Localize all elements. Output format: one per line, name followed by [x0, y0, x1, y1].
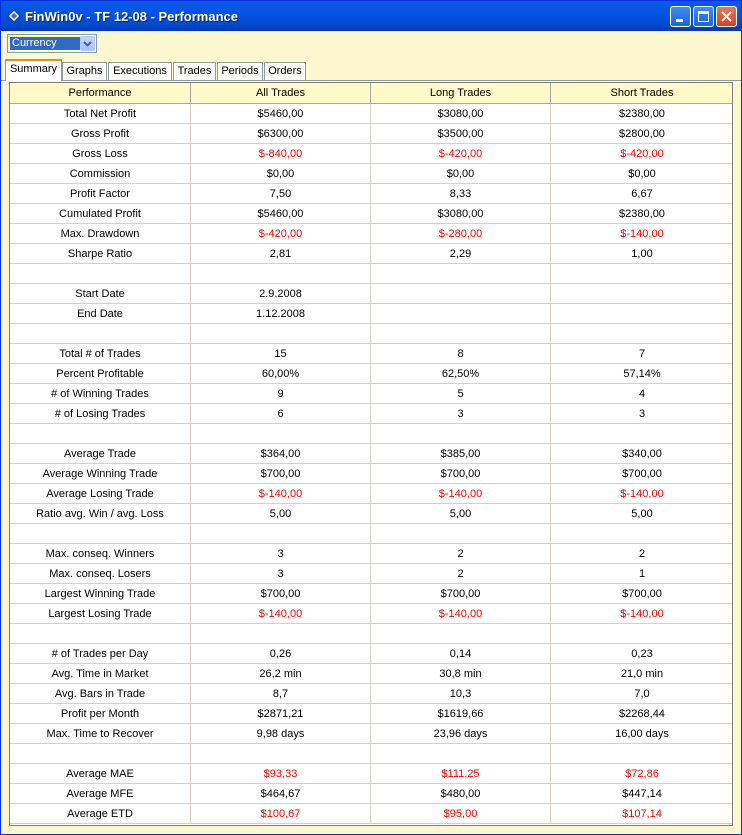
metric-label: # of Losing Trades	[10, 404, 191, 424]
title-bar[interactable]	[1, 1, 741, 31]
long-trades-value: 3	[371, 404, 551, 424]
all-trades-value: $5460,00	[191, 104, 371, 124]
all-trades-value	[191, 744, 371, 764]
table-row[interactable]	[10, 764, 734, 784]
short-trades-value: 1,00	[551, 244, 734, 264]
table-row[interactable]	[10, 464, 734, 484]
metric-label: Ratio avg. Win / avg. Loss	[10, 504, 191, 524]
short-trades-value: 16,00 days	[551, 724, 734, 744]
table-row[interactable]	[10, 644, 734, 664]
long-trades-value	[371, 324, 551, 344]
all-trades-value: $-840,00	[191, 144, 371, 164]
tab-orders[interactable]: Orders	[264, 62, 306, 80]
all-trades-value: 15	[191, 344, 371, 364]
all-trades-value: 9	[191, 384, 371, 404]
all-trades-value: 60,00%	[191, 364, 371, 384]
long-trades-value: 5	[371, 384, 551, 404]
column-header-all-trades[interactable]: All Trades	[191, 83, 371, 104]
long-trades-value: $0,00	[371, 164, 551, 184]
window-title: FinWin0v - TF 12-08 - Performance	[25, 9, 238, 24]
all-trades-value: $0,00	[191, 164, 371, 184]
short-trades-value	[551, 524, 734, 544]
all-trades-value	[191, 624, 371, 644]
long-trades-value	[371, 264, 551, 284]
chevron-down-icon	[81, 37, 94, 50]
tab-executions[interactable]: Executions	[108, 62, 172, 80]
table-row[interactable]	[10, 324, 734, 344]
long-trades-value: 8	[371, 344, 551, 364]
metric-label: Start Date	[10, 284, 191, 304]
long-trades-value: $3500,00	[371, 124, 551, 144]
column-header-long-trades[interactable]: Long Trades	[371, 83, 551, 104]
table-row[interactable]	[10, 684, 734, 704]
short-trades-value	[551, 264, 734, 284]
all-trades-value: 26,2 min	[191, 664, 371, 684]
long-trades-value: $700,00	[371, 584, 551, 604]
short-trades-value: 3	[551, 404, 734, 424]
short-trades-value: $2380,00	[551, 104, 734, 124]
long-trades-value: 62,50%	[371, 364, 551, 384]
table-row[interactable]	[10, 504, 734, 524]
short-trades-value: 6,67	[551, 184, 734, 204]
all-trades-value: $700,00	[191, 464, 371, 484]
table-row[interactable]	[10, 264, 734, 284]
long-trades-value: $385,00	[371, 444, 551, 464]
table-row[interactable]	[10, 664, 734, 684]
metric-label: Total Net Profit	[10, 104, 191, 124]
short-trades-value	[551, 284, 734, 304]
table-row[interactable]	[10, 804, 734, 824]
tab-strip	[1, 59, 741, 81]
long-trades-value: 5,00	[371, 504, 551, 524]
column-header-short-trades[interactable]: Short Trades	[551, 83, 734, 104]
short-trades-value: $700,00	[551, 464, 734, 484]
long-trades-value: $480,00	[371, 784, 551, 804]
long-trades-value	[371, 304, 551, 324]
close-button[interactable]	[716, 6, 737, 27]
short-trades-value: 2	[551, 544, 734, 564]
metric-label	[10, 744, 191, 764]
metric-label: # of Trades per Day	[10, 644, 191, 664]
metric-label: Max. conseq. Losers	[10, 564, 191, 584]
table-row[interactable]	[10, 424, 734, 444]
metric-label: Cumulated Profit	[10, 204, 191, 224]
table-row[interactable]	[10, 124, 734, 144]
long-trades-value: 2	[371, 544, 551, 564]
table-row[interactable]	[10, 724, 734, 744]
long-trades-value: $3080,00	[371, 204, 551, 224]
metric-label: Average Trade	[10, 444, 191, 464]
short-trades-value	[551, 424, 734, 444]
metric-label: Max. Time to Recover	[10, 724, 191, 744]
table-row[interactable]	[10, 164, 734, 184]
metric-label: Largest Losing Trade	[10, 604, 191, 624]
metric-label	[10, 624, 191, 644]
close-icon	[717, 7, 736, 26]
metric-label: Sharpe Ratio	[10, 244, 191, 264]
short-trades-value: 7	[551, 344, 734, 364]
all-trades-value: $-420,00	[191, 224, 371, 244]
table-row[interactable]	[10, 624, 734, 644]
metric-label: # of Winning Trades	[10, 384, 191, 404]
short-trades-value: 57,14%	[551, 364, 734, 384]
short-trades-value	[551, 624, 734, 644]
short-trades-value: $72,86	[551, 764, 734, 784]
metric-label	[10, 424, 191, 444]
all-trades-value: 3	[191, 564, 371, 584]
long-trades-value: 30,8 min	[371, 664, 551, 684]
long-trades-value: 0,14	[371, 644, 551, 664]
short-trades-value: $2268,44	[551, 704, 734, 724]
long-trades-value: $-420,00	[371, 144, 551, 164]
metric-label: Profit per Month	[10, 704, 191, 724]
short-trades-value: 7,0	[551, 684, 734, 704]
all-trades-value	[191, 324, 371, 344]
diamond-app-icon[interactable]	[7, 9, 21, 23]
all-trades-value: 7,50	[191, 184, 371, 204]
all-trades-value: $5460,00	[191, 204, 371, 224]
long-trades-value: 23,96 days	[371, 724, 551, 744]
metric-label: Percent Profitable	[10, 364, 191, 384]
header-row	[10, 83, 734, 104]
maximize-button[interactable]	[693, 6, 714, 27]
all-trades-value: $93,33	[191, 764, 371, 784]
table-row[interactable]	[10, 364, 734, 384]
table-row[interactable]	[10, 584, 734, 604]
all-trades-value: 5,00	[191, 504, 371, 524]
long-trades-value	[371, 744, 551, 764]
minimize-icon	[671, 7, 690, 26]
metric-label: Commission	[10, 164, 191, 184]
all-trades-value: 2,81	[191, 244, 371, 264]
minimize-button[interactable]	[670, 6, 691, 27]
all-trades-value: $6300,00	[191, 124, 371, 144]
table-row[interactable]	[10, 744, 734, 764]
all-trades-value: 9,98 days	[191, 724, 371, 744]
long-trades-value: 2	[371, 564, 551, 584]
short-trades-value	[551, 324, 734, 344]
long-trades-value	[371, 524, 551, 544]
all-trades-value: 1.12.2008	[191, 304, 371, 324]
short-trades-value: $447,14	[551, 784, 734, 804]
metric-label: Profit Factor	[10, 184, 191, 204]
short-trades-value: $-140,00	[551, 484, 734, 504]
short-trades-value: $2800,00	[551, 124, 734, 144]
short-trades-value: $2380,00	[551, 204, 734, 224]
table-row[interactable]	[10, 304, 734, 324]
long-trades-value: $-140,00	[371, 604, 551, 624]
table-row[interactable]	[10, 244, 734, 264]
table-row[interactable]	[10, 544, 734, 564]
long-trades-value: $-140,00	[371, 484, 551, 504]
table-row[interactable]	[10, 104, 734, 124]
table-row[interactable]	[10, 524, 734, 544]
metric-label: Average Losing Trade	[10, 484, 191, 504]
all-trades-value	[191, 524, 371, 544]
long-trades-value: 8,33	[371, 184, 551, 204]
short-trades-value: 4	[551, 384, 734, 404]
short-trades-value	[551, 304, 734, 324]
all-trades-value: $2871,21	[191, 704, 371, 724]
table-row[interactable]	[10, 204, 734, 224]
metric-label: Largest Winning Trade	[10, 584, 191, 604]
table-row[interactable]	[10, 344, 734, 364]
all-trades-value	[191, 424, 371, 444]
performance-grid[interactable]	[9, 82, 733, 826]
column-header-performance[interactable]: Performance	[10, 83, 191, 104]
short-trades-value: $-140,00	[551, 604, 734, 624]
tab-periods[interactable]: Periods	[217, 62, 263, 80]
table-row[interactable]	[10, 384, 734, 404]
short-trades-value	[551, 744, 734, 764]
all-trades-value: 0,26	[191, 644, 371, 664]
metric-label: Total # of Trades	[10, 344, 191, 364]
currency-select-value: Currency	[10, 37, 80, 50]
all-trades-value	[191, 264, 371, 284]
all-trades-value: $100,67	[191, 804, 371, 824]
tab-summary[interactable]: Summary	[5, 59, 62, 81]
table-row[interactable]	[10, 704, 734, 724]
metric-label	[10, 324, 191, 344]
metric-label: Avg. Time in Market	[10, 664, 191, 684]
metric-label: Gross Loss	[10, 144, 191, 164]
table-row[interactable]	[10, 144, 734, 164]
long-trades-value: $-280,00	[371, 224, 551, 244]
table-row[interactable]	[10, 784, 734, 804]
metric-label: Average MAE	[10, 764, 191, 784]
all-trades-value: 2.9.2008	[191, 284, 371, 304]
currency-select[interactable]	[7, 34, 97, 53]
short-trades-value: 5,00	[551, 504, 734, 524]
metric-label: Average Winning Trade	[10, 464, 191, 484]
table-row[interactable]	[10, 444, 734, 464]
all-trades-value: 6	[191, 404, 371, 424]
short-trades-value: 1	[551, 564, 734, 584]
table-row[interactable]	[10, 184, 734, 204]
performance-table	[9, 82, 733, 824]
long-trades-value: $3080,00	[371, 104, 551, 124]
metric-label: Average ETD	[10, 804, 191, 824]
short-trades-value: $-420,00	[551, 144, 734, 164]
table-row[interactable]	[10, 224, 734, 244]
long-trades-value: 10,3	[371, 684, 551, 704]
table-row[interactable]	[10, 604, 734, 624]
long-trades-value: $700,00	[371, 464, 551, 484]
metric-label: End Date	[10, 304, 191, 324]
long-trades-value: 2,29	[371, 244, 551, 264]
metric-label: Max. Drawdown	[10, 224, 191, 244]
short-trades-value: $0,00	[551, 164, 734, 184]
maximize-icon	[694, 7, 713, 26]
long-trades-value	[371, 284, 551, 304]
table-row[interactable]	[10, 404, 734, 424]
metric-label: Avg. Bars in Trade	[10, 684, 191, 704]
table-row[interactable]	[10, 284, 734, 304]
long-trades-value	[371, 424, 551, 444]
table-row[interactable]	[10, 564, 734, 584]
all-trades-value: 8,7	[191, 684, 371, 704]
metric-label: Max. conseq. Winners	[10, 544, 191, 564]
all-trades-value: $-140,00	[191, 484, 371, 504]
long-trades-value	[371, 624, 551, 644]
all-trades-value: $700,00	[191, 584, 371, 604]
tab-trades[interactable]: Trades	[173, 62, 216, 80]
toolbar	[1, 31, 741, 59]
short-trades-value: 21,0 min	[551, 664, 734, 684]
all-trades-value: $364,00	[191, 444, 371, 464]
short-trades-value: $700,00	[551, 584, 734, 604]
tab-graphs[interactable]: Graphs	[62, 62, 107, 80]
metric-label: Average MFE	[10, 784, 191, 804]
long-trades-value: $95,00	[371, 804, 551, 824]
short-trades-value: 0,23	[551, 644, 734, 664]
short-trades-value: $107,14	[551, 804, 734, 824]
long-trades-value: $111,25	[371, 764, 551, 784]
all-trades-value: $-140,00	[191, 604, 371, 624]
metric-label	[10, 524, 191, 544]
metric-label: Gross Profit	[10, 124, 191, 144]
table-row[interactable]	[10, 484, 734, 504]
short-trades-value: $-140,00	[551, 224, 734, 244]
long-trades-value: $1619,66	[371, 704, 551, 724]
all-trades-value: $464,67	[191, 784, 371, 804]
all-trades-value: 3	[191, 544, 371, 564]
dropdown-arrow-button[interactable]	[80, 36, 95, 51]
short-trades-value: $340,00	[551, 444, 734, 464]
metric-label	[10, 264, 191, 284]
